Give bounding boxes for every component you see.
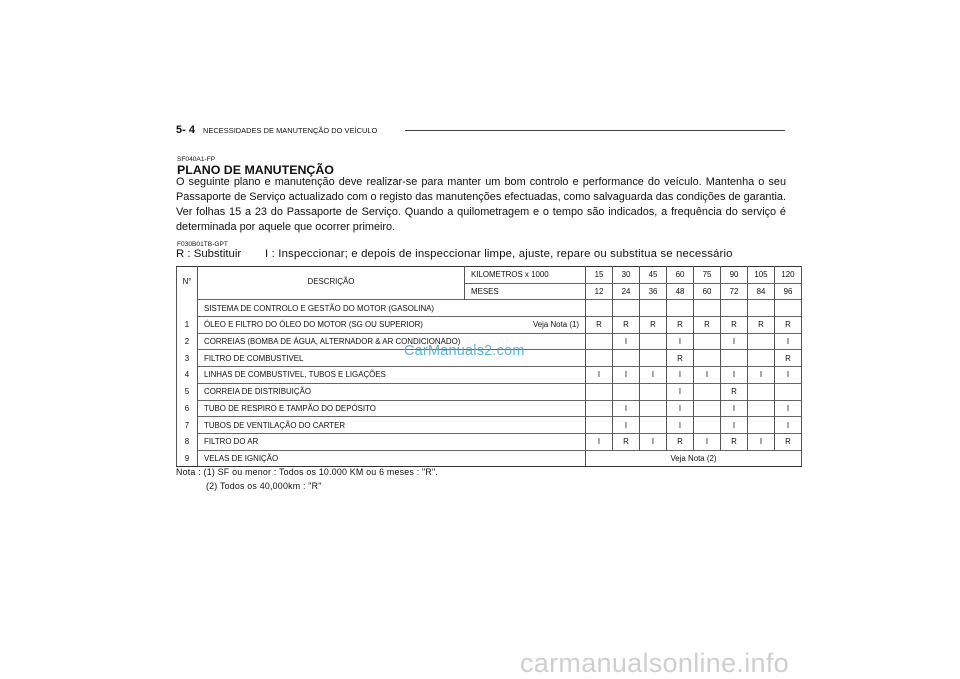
item-description: VELAS DE IGNIÇÃO — [204, 453, 279, 463]
note-line-2: (2) Todos os 40,000km : "R" — [206, 481, 322, 491]
watermark-logo: CarManuals2.com — [404, 343, 525, 359]
item-interval-value: I — [586, 367, 613, 384]
item-interval-value: I — [667, 400, 694, 417]
item-interval-value: I — [586, 433, 613, 450]
item-interval-value — [640, 400, 667, 417]
table-row — [177, 400, 802, 417]
item-interval-value: I — [775, 367, 802, 384]
item-number: 2 — [177, 333, 198, 350]
intro-paragraph: O seguinte plano e manutenção deve realizar-se para manter um bom controlo e performance do veículo. Mantenha o seu Passaporte de Serviço actualizado com o registo das manutenções efectuadas, como salvaguarda das condições de garantia. Ver folhas 15 a 23 do Passaporte de Serviço. Quando a quilometragem e o tempo são indicados, a frequência do serviço é determinada por aquele que ocorrer primeiro. — [176, 176, 786, 233]
desc-header-label: DESCRIÇÃO — [307, 277, 355, 286]
item-interval-value: I — [775, 333, 802, 350]
item-interval-value — [748, 383, 775, 400]
km-105: 105 — [748, 267, 775, 284]
item-interval-value — [694, 400, 721, 417]
item-description: FILTRO DE COMBUSTIVEL — [204, 353, 304, 363]
item-description: TUBOS DE VENTILAÇÃO DO CARTER — [204, 420, 346, 430]
item-description-cell — [198, 383, 586, 400]
legend-replace: R : Substituir — [176, 248, 242, 260]
item-interval-value — [640, 333, 667, 350]
item-interval-value — [775, 383, 802, 400]
item-interval-note: Veja Nota (2) — [586, 450, 802, 467]
item-interval-value — [613, 383, 640, 400]
item-description-cell — [198, 400, 586, 417]
item-interval-value — [694, 333, 721, 350]
item-interval-value: R — [586, 317, 613, 334]
months-36: 36 — [640, 283, 667, 300]
item-interval-value: R — [775, 350, 802, 367]
item-interval-value — [748, 417, 775, 434]
km-120: 120 — [775, 267, 802, 284]
item-interval-value — [640, 417, 667, 434]
item-interval-value: R — [667, 317, 694, 334]
section-title: NECESSIDADES DE MANUTENÇÃO DO VEÍCULO — [203, 126, 378, 135]
item-interval-value: R — [613, 433, 640, 450]
item-interval-value — [640, 350, 667, 367]
months-84: 84 — [748, 283, 775, 300]
item-interval-value — [748, 333, 775, 350]
item-description-cell — [198, 333, 586, 350]
table-row — [177, 317, 802, 334]
km-75: 75 — [694, 267, 721, 284]
item-interval-value: R — [775, 317, 802, 334]
item-interval-value: I — [613, 367, 640, 384]
item-interval-value — [586, 383, 613, 400]
no-header: N° — [177, 267, 198, 300]
item-number: 1 — [177, 317, 198, 334]
item-interval-value — [694, 417, 721, 434]
site-watermark: carmanualsonline.info — [520, 648, 789, 678]
item-interval-value — [748, 350, 775, 367]
item-interval-value — [586, 417, 613, 434]
item-interval-value: I — [613, 400, 640, 417]
item-description: ÓLEO E FILTRO DO ÓLEO DO MOTOR (SG OU SUPERIOR) — [204, 320, 423, 330]
item-interval-value — [721, 350, 748, 367]
item-description-cell — [198, 450, 586, 467]
item-interval-value — [748, 400, 775, 417]
item-description: FILTRO DO AR — [204, 437, 259, 447]
months-24: 24 — [613, 283, 640, 300]
item-interval-value: I — [721, 417, 748, 434]
item-interval-value: I — [667, 333, 694, 350]
item-interval-value: I — [640, 367, 667, 384]
table-row — [177, 383, 802, 400]
item-description-cell — [198, 317, 586, 334]
months-12: 12 — [586, 283, 613, 300]
table-row — [177, 417, 802, 434]
item-number: 7 — [177, 417, 198, 434]
item-interval-value: I — [667, 417, 694, 434]
item-description-cell — [198, 433, 586, 450]
item-number: 9 — [177, 450, 198, 467]
item-number: 8 — [177, 433, 198, 450]
item-number: 6 — [177, 400, 198, 417]
item-interval-value: R — [721, 383, 748, 400]
months-label: MESES — [465, 283, 586, 300]
months-48: 48 — [667, 283, 694, 300]
item-interval-value — [586, 333, 613, 350]
km-15: 15 — [586, 267, 613, 284]
item-interval-value: R — [721, 317, 748, 334]
months-72: 72 — [721, 283, 748, 300]
km-30: 30 — [613, 267, 640, 284]
table-row — [177, 367, 802, 384]
item-interval-value: R — [721, 433, 748, 450]
note-line-1: Nota : (1) SF ou menor : Todos os 10.000 KM ou 6 meses : "R". — [176, 467, 439, 477]
item-interval-value: I — [748, 367, 775, 384]
section-code: SF040A1-FP — [177, 156, 216, 163]
item-interval-value: R — [694, 317, 721, 334]
item-description-cell — [198, 350, 586, 367]
page-heading: PLANO DE MANUTENÇÃO — [177, 163, 334, 177]
item-interval-value: R — [640, 317, 667, 334]
system-row — [177, 300, 802, 317]
km-60: 60 — [667, 267, 694, 284]
item-number: 4 — [177, 367, 198, 384]
legend-code: F030B01TB-GPT — [177, 241, 228, 248]
legend-inspect: I : Inspeccionar; e depois de inspeccionar limpe, ajuste, repare ou substitua se necessário — [265, 248, 733, 260]
item-interval-value: I — [613, 333, 640, 350]
item-number: 5 — [177, 383, 198, 400]
months-60: 60 — [694, 283, 721, 300]
item-interval-value: R — [775, 433, 802, 450]
system-title: SISTEMA DE CONTROLO E GESTÃO DO MOTOR (GASOLINA) — [198, 300, 586, 317]
item-interval-value: I — [640, 433, 667, 450]
item-interval-value: I — [613, 417, 640, 434]
item-interval-value — [694, 383, 721, 400]
maintenance-table — [176, 266, 802, 467]
item-interval-value: I — [748, 433, 775, 450]
header-rule — [405, 130, 785, 131]
table-header-row — [177, 267, 802, 284]
item-interval-value: R — [667, 350, 694, 367]
item-interval-value — [694, 350, 721, 367]
item-interval-value: R — [667, 433, 694, 450]
item-description: LINHAS DE COMBUSTIVEL, TUBOS E LIGAÇÕES — [204, 370, 386, 380]
item-interval-value: I — [667, 367, 694, 384]
item-interval-value — [640, 383, 667, 400]
item-interval-value: I — [667, 383, 694, 400]
km-90: 90 — [721, 267, 748, 284]
item-interval-value: I — [694, 367, 721, 384]
page-number: 5- 4 — [176, 124, 195, 136]
item-interval-value: I — [721, 333, 748, 350]
item-interval-value: I — [775, 417, 802, 434]
item-number: 3 — [177, 350, 198, 367]
item-description: CORREIA DE DISTRIBUIÇÃO — [204, 387, 311, 397]
item-interval-value: R — [613, 317, 640, 334]
km-45: 45 — [640, 267, 667, 284]
km-label: KILOMETROS x 1000 — [465, 267, 586, 284]
item-interval-value: I — [721, 367, 748, 384]
item-note: Veja Nota (1) — [532, 320, 579, 330]
item-description-cell — [198, 367, 586, 384]
item-interval-value — [586, 400, 613, 417]
item-interval-value: R — [748, 317, 775, 334]
item-interval-value: I — [694, 433, 721, 450]
months-96: 96 — [775, 283, 802, 300]
table-row — [177, 450, 802, 467]
item-interval-value — [586, 350, 613, 367]
table-row — [177, 433, 802, 450]
item-description-cell — [198, 417, 586, 434]
item-interval-value — [613, 350, 640, 367]
item-description: CORREIAS (BOMBA DE ÁGUA, ALTERNADOR & AR CONDICIONADO) — [204, 337, 461, 347]
item-interval-value: I — [775, 400, 802, 417]
desc-header — [198, 267, 465, 300]
item-description: TUBO DE RESPIRO E TAMPÃO DO DEPÓSITO — [204, 403, 376, 413]
item-interval-value: I — [721, 400, 748, 417]
